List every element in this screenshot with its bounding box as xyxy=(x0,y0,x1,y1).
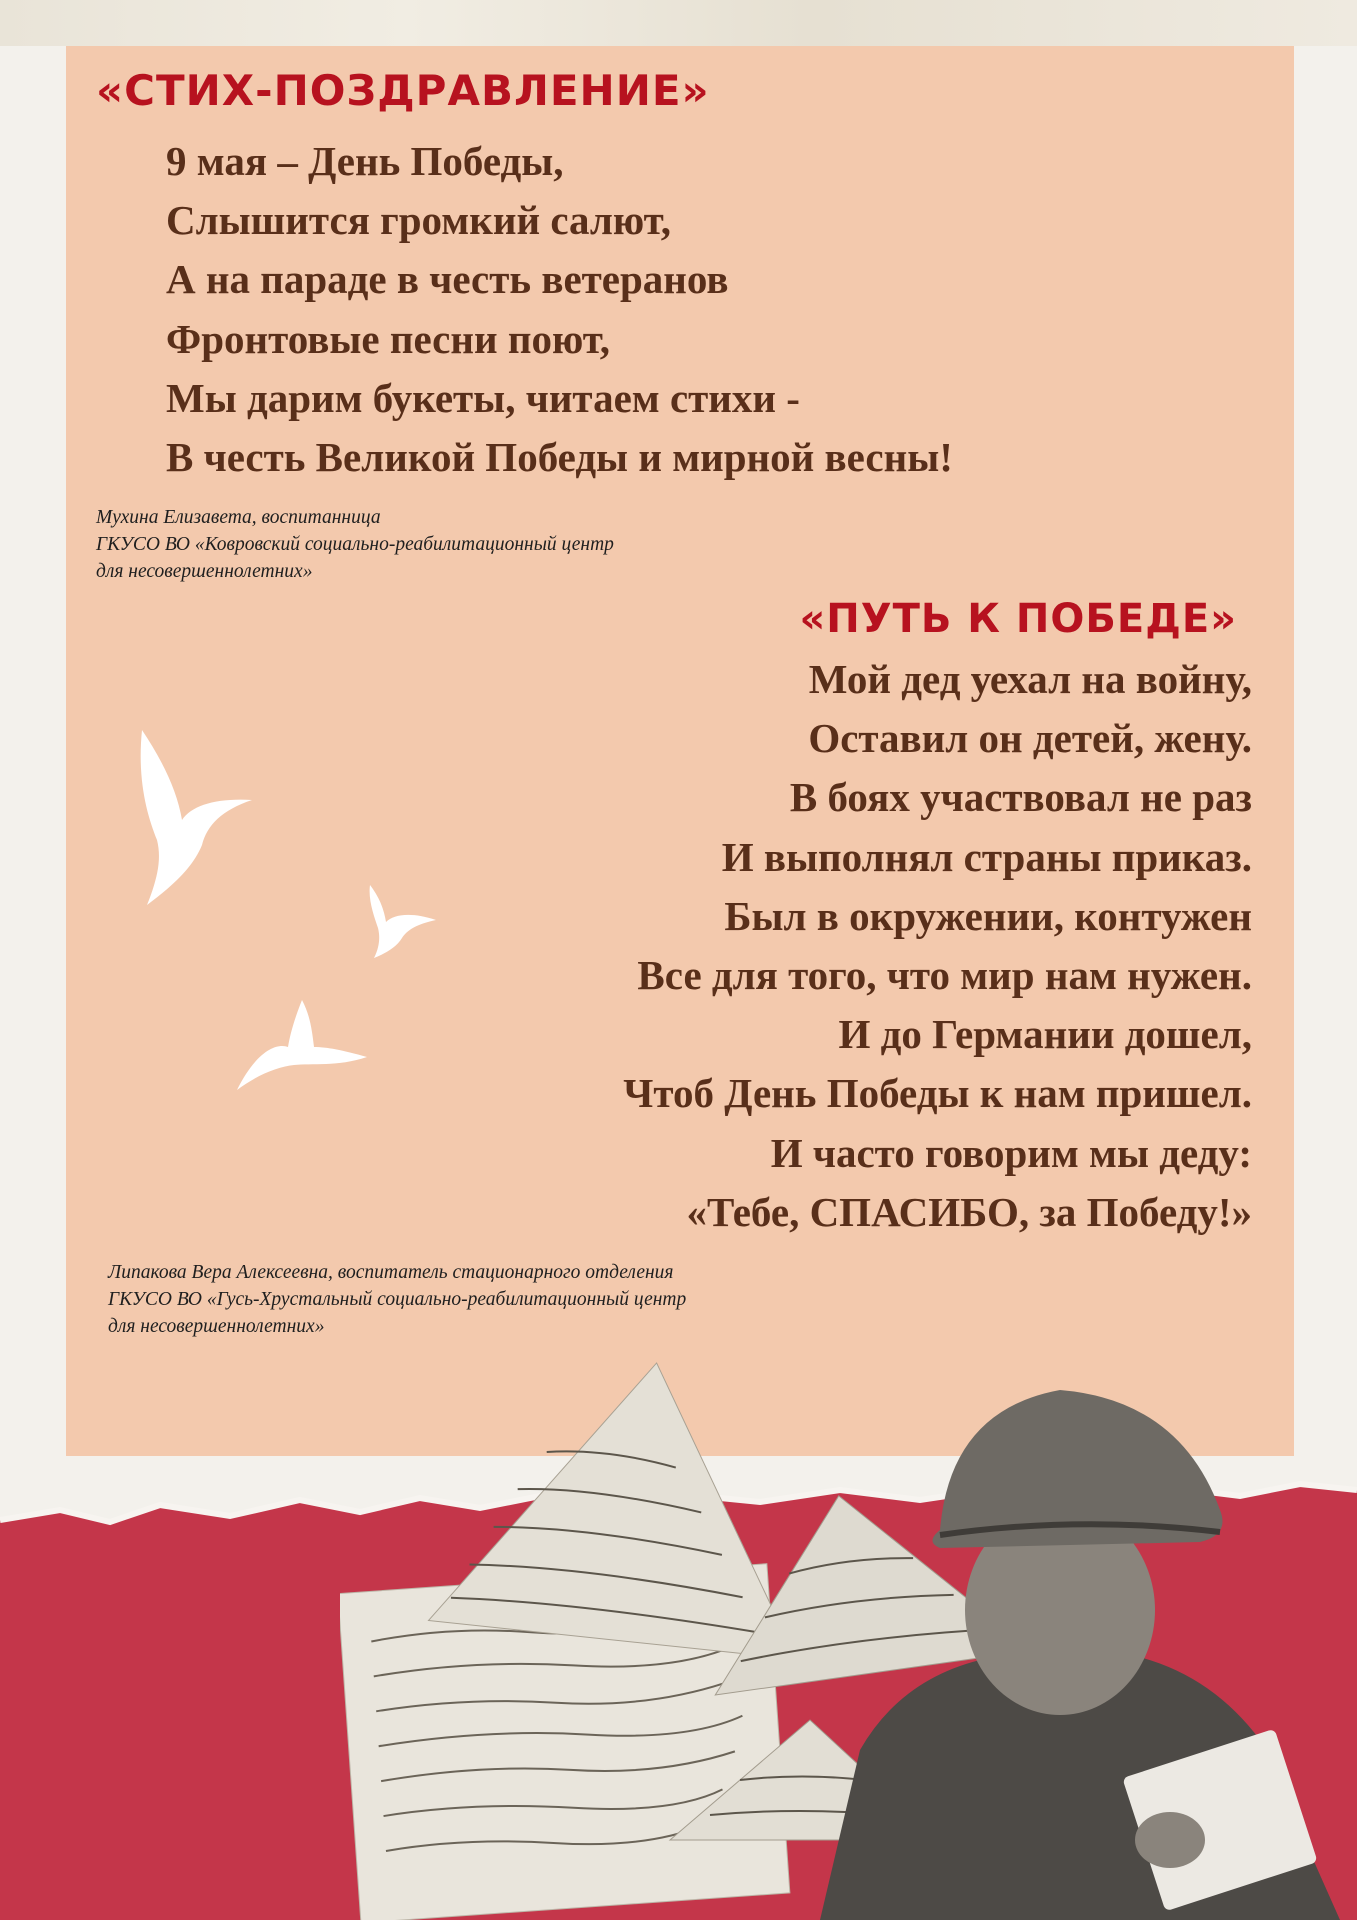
poem-line: Чтоб День Победы к нам пришел. xyxy=(623,1070,1252,1117)
credit-line: ГКУСО ВО «Гусь-Хрустальный социально-реабилитационный центр xyxy=(108,1289,687,1310)
poem-line: Был в окружении, контужен xyxy=(724,892,1252,939)
soldier-with-letters-illustration xyxy=(340,1320,1357,1920)
credit-line: Мухина Елизавета, воспитанница xyxy=(96,507,381,528)
poem-line: В боях участвовал не раз xyxy=(789,774,1252,821)
poem-line: Мы дарим букеты, читаем стихи - xyxy=(166,374,800,421)
letter-triangle xyxy=(428,1342,825,1659)
dove-icon xyxy=(362,880,442,960)
poem-line: И часто говорим мы деду: xyxy=(770,1129,1252,1176)
poem-line: Оставил он детей, жену. xyxy=(808,715,1252,762)
poem-line: 9 мая – День Победы, xyxy=(166,138,564,184)
poem-line: Фронтовые песни поют, xyxy=(166,315,611,362)
poem-line: В честь Великой Победы и мирной весны! xyxy=(166,434,953,481)
dove-icon xyxy=(122,720,262,920)
poem-line: А на параде в честь ветеранов xyxy=(166,256,729,303)
poem-line: И выполнял страны приказ. xyxy=(721,833,1252,880)
poem-line: Мой дед уехал на войну, xyxy=(808,656,1252,702)
poem-line: И до Германии дошел, xyxy=(838,1011,1252,1058)
top-paper-strip xyxy=(0,0,1357,46)
poem1-title: «СТИХ-ПОЗДРАВЛЕНИЕ» xyxy=(96,66,710,115)
dove-icon xyxy=(232,995,372,1095)
poem-line: Все для того, что мир нам нужен. xyxy=(637,952,1252,999)
credit-line: для несовершеннолетних» xyxy=(108,1316,325,1337)
credit-line: ГКУСО ВО «Ковровский социально-реабилитационный центр xyxy=(96,534,614,555)
credit-line: для несовершеннолетних» xyxy=(96,561,313,582)
poem1-lines xyxy=(166,132,953,487)
credit-line: Липакова Вера Алексеевна, воспитатель стационарного отделения xyxy=(108,1262,674,1283)
poem-line: «Тебе, СПАСИБО, за Победу!» xyxy=(686,1188,1252,1235)
poem1-credit xyxy=(96,504,614,585)
poem2-lines xyxy=(623,650,1252,1242)
poem-line: Слышится громкий салют, xyxy=(166,197,671,244)
poem2-title: «ПУТЬ К ПОБЕДЕ» xyxy=(799,596,1237,642)
